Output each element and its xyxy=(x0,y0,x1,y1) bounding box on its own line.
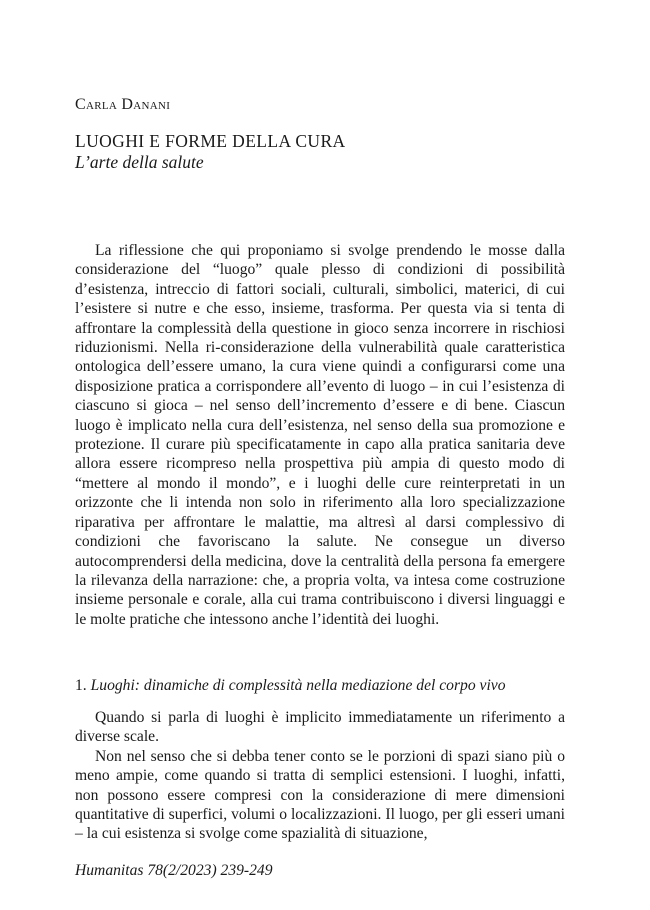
article-subtitle: L’arte della salute xyxy=(75,152,204,172)
author-name: Carla Danani xyxy=(75,96,171,113)
article-page xyxy=(75,0,565,910)
body-text xyxy=(75,708,565,844)
journal-citation: Humanitas 78(2/2023) 239-249 xyxy=(75,862,273,879)
abstract-paragraph: La riflessione che qui proponiamo si svolge prendendo le mosse dalla considerazione del “luogo” quale plesso di condizioni di possibilità d’esistenza, intreccio di fattori sociali, culturali, simbolici, materici, di cui l’esistere si nutre e che esso, insieme, trasforma. Per questa via si tenta di affrontare la complessità della questione in gioco senza incorrere in rischiosi riduzionismi. Nella ri-considerazione della vulnerabilità quale caratteristica ontologica dell’essere umano, la cura viene quindi a configurarsi come una disposizione pratica a corrispondere all’evento di luogo – in cui l’esistenza di ciascuno si gioca – nel senso dell’incremento d’essere e di bene. Ciascun luogo è implicato nella cura dell’esistenza, nel senso della sua promozione e protezione. Il curare più specificatamente in capo alla pratica sanitaria deve allora essere ricompreso nella prospettiva più ampia di questo modo di “mettere al mondo il mondo”, e i luoghi delle cure reinterpretati in un orizzonte che li intenda non solo in riferimento alla loro specializzazione riparativa per affrontare le malattie, ma altresì al darsi complessivo di condizioni che favoriscano la salute. Ne consegue un diverso autocomprendersi della medicina, dove la centralità della persona fa emergere la rilevanza della narrazione: che, a propria volta, va intesa come costruzione insieme personale e corale, alla cui trama contribuiscono i diversi linguaggi e le molte pratiche che intessono anche l’identità dei luoghi. xyxy=(75,242,565,628)
section-title: Luoghi: dinamiche di complessità nella mediazione del corpo vivo xyxy=(90,677,506,694)
article-title: LUOGHI E FORME DELLA CURA xyxy=(75,131,346,151)
section-number: 1. xyxy=(75,677,87,694)
body-paragraph: Quando si parla di luoghi è implicito immediatamente un riferimento a diverse scale. xyxy=(75,709,565,746)
section-heading xyxy=(75,676,506,695)
body-paragraph: Non nel senso che si debba tener conto se le porzioni di spazi siano più o meno ampie, come quando si tratta di semplici estensioni. I luoghi, infatti, non possono essere compresi con la considerazione di mere dimensioni quantitative di superfici, volumi o localizzazioni. Il luogo, per gli esseri umani – la cui esistenza si svolge come spazialità di situazione, xyxy=(75,747,565,843)
